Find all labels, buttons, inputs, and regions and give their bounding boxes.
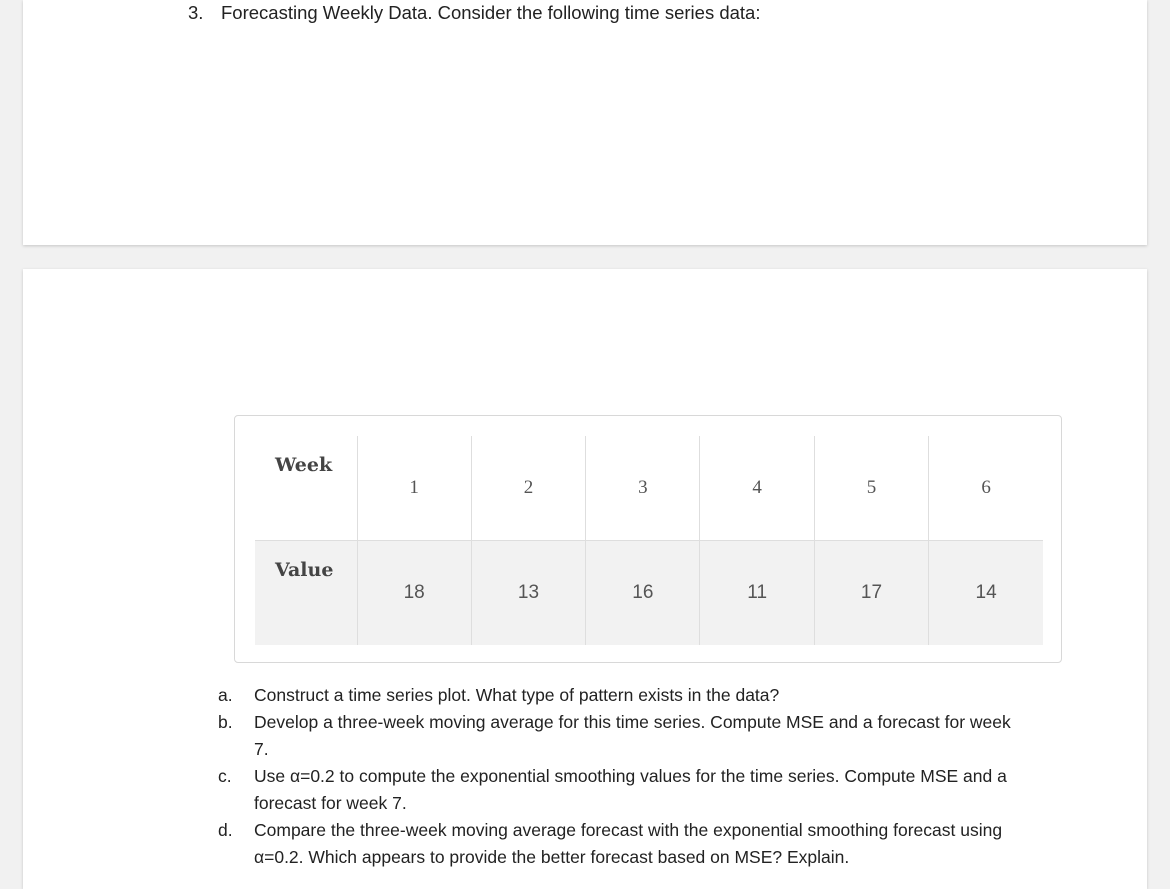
page-top xyxy=(23,0,1147,245)
row-header-value: Value xyxy=(255,541,357,646)
value-cell: 18 xyxy=(357,541,471,646)
part-text: Construct a time series plot. What type of pattern exists in the data? xyxy=(254,685,780,705)
data-table xyxy=(255,436,1043,645)
value-cell: 17 xyxy=(814,541,928,646)
part-text: Use α=0.2 to compute the exponential smoothing values for the time series. Compute MSE and a forecast for week 7. xyxy=(254,766,1007,813)
question-part-c xyxy=(218,763,1028,817)
value-cell: 11 xyxy=(700,541,814,646)
question-part-b xyxy=(218,709,1028,763)
week-cell: 2 xyxy=(471,436,585,541)
question-part-d xyxy=(218,817,1028,871)
row-header-week: Week xyxy=(255,436,357,541)
part-letter: c. xyxy=(218,766,232,786)
value-cell: 13 xyxy=(471,541,585,646)
part-letter: a. xyxy=(218,685,233,705)
table-row-value xyxy=(255,541,1043,646)
part-text: Compare the three-week moving average forecast with the exponential smoothing forecast using α=0.2. Which appears to provide the better forecast based on MSE? Explain. xyxy=(254,820,1003,867)
question-part-a xyxy=(218,682,1028,709)
week-cell: 5 xyxy=(814,436,928,541)
week-cell: 3 xyxy=(586,436,700,541)
week-cell: 6 xyxy=(929,436,1043,541)
question-parts-list xyxy=(218,682,1028,871)
week-cell: 1 xyxy=(357,436,471,541)
data-table-frame xyxy=(234,415,1062,663)
value-cell: 14 xyxy=(929,541,1043,646)
question-number: 3. xyxy=(188,2,204,23)
question-heading xyxy=(188,2,761,24)
part-letter: d. xyxy=(218,820,233,840)
part-text: Develop a three-week moving average for this time series. Compute MSE and a forecast for week 7. xyxy=(254,712,1011,759)
question-title: Forecasting Weekly Data. Consider the following time series data: xyxy=(221,2,761,23)
week-cell: 4 xyxy=(700,436,814,541)
table-row-week xyxy=(255,436,1043,541)
part-letter: b. xyxy=(218,712,233,732)
value-cell: 16 xyxy=(586,541,700,646)
